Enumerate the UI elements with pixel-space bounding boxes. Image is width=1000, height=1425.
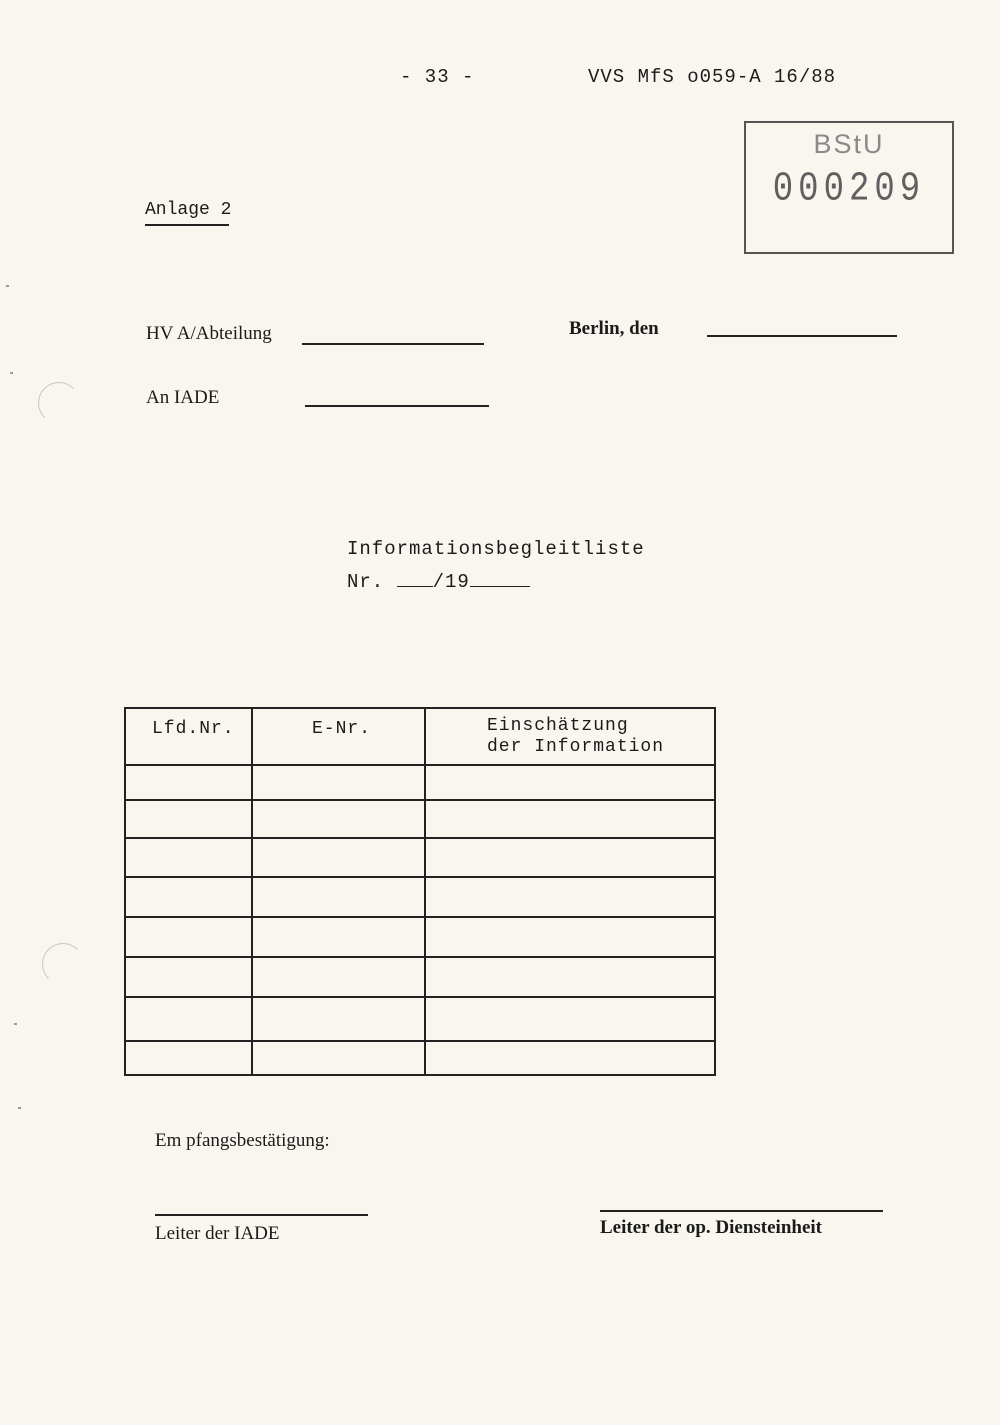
punch-hole [38, 382, 80, 424]
header-assessment-line2: der Information [487, 737, 665, 757]
scan-speck [14, 1023, 17, 1025]
stamp-organization: BStU [813, 129, 885, 159]
list-number-field[interactable] [397, 570, 433, 587]
attachment-label: Anlage 2 [145, 200, 232, 220]
signature-field-unit[interactable] [600, 1210, 883, 1212]
table-row [126, 799, 714, 801]
attachment-underline [145, 224, 229, 226]
table-row [126, 916, 714, 918]
place-date-label: Berlin, den [569, 318, 659, 339]
list-number-separator: /19 [432, 571, 470, 593]
receipt-label: Em pfangsbestätigung: [155, 1130, 330, 1151]
department-label: HV A/Abteilung [146, 323, 272, 344]
table-row [126, 876, 714, 878]
scan-speck [6, 285, 9, 287]
table-row [126, 837, 714, 839]
header-lfd-nr: Lfd.Nr. [152, 719, 235, 739]
scan-speck [10, 372, 13, 374]
date-field[interactable] [707, 335, 897, 337]
signature-label-iade: Leiter der IADE [155, 1223, 280, 1244]
list-number [347, 570, 530, 593]
signature-label-unit: Leiter der op. Diensteinheit [600, 1217, 822, 1238]
scan-speck [18, 1107, 21, 1109]
list-number-prefix: Nr. [347, 571, 385, 593]
recipient-label: An IADE [146, 387, 220, 408]
punch-hole [42, 943, 84, 985]
table-row [126, 764, 714, 766]
header-e-nr: E-Nr. [312, 719, 372, 739]
list-year-field[interactable] [470, 570, 530, 587]
information-table [124, 707, 716, 1076]
department-field[interactable] [302, 343, 484, 345]
table-row [126, 1040, 714, 1042]
table-row [126, 956, 714, 958]
recipient-field[interactable] [305, 405, 489, 407]
archive-stamp [744, 121, 954, 254]
table-row [126, 996, 714, 998]
list-title: Informationsbegleitliste [347, 538, 645, 560]
stamp-number: 000209 [772, 167, 926, 213]
signature-field-iade[interactable] [155, 1214, 368, 1216]
document-reference: VVS MfS o059-A 16/88 [588, 66, 837, 88]
header-assessment-line1: Einschätzung [487, 716, 629, 736]
page-number: - 33 - [400, 66, 475, 88]
